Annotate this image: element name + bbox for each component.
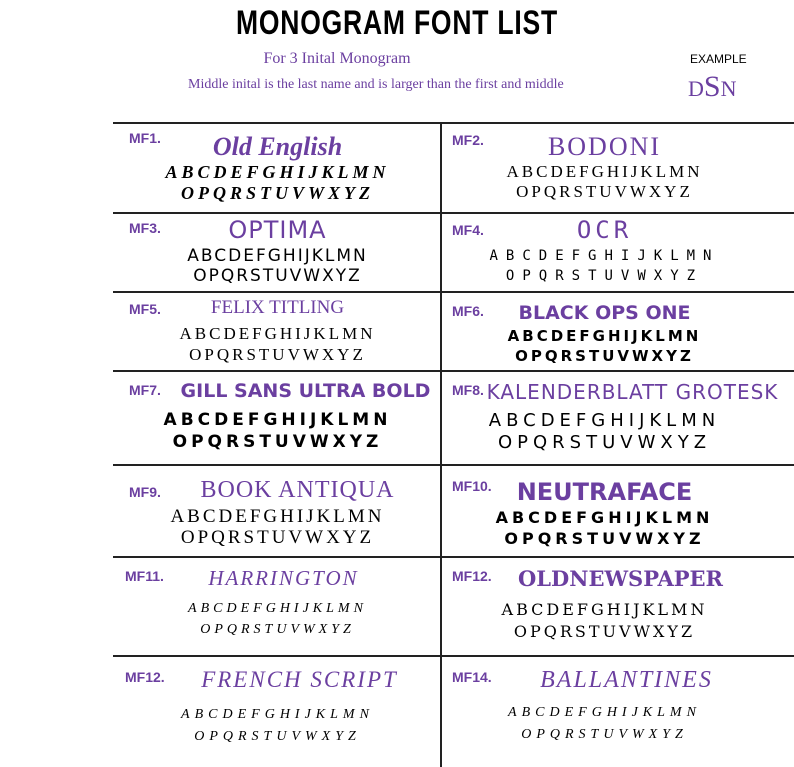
font-cell-mf6 [442, 293, 767, 370]
alphabet-line-1: ABCDEFGHIJKLMN [488, 410, 721, 431]
font-code: MF5. [129, 301, 161, 317]
font-cell-mf5 [115, 293, 440, 370]
font-cell-mf10 [442, 466, 767, 556]
alphabet-line-1: ABCDEFGHIJKLMN [489, 248, 720, 264]
font-code: MF14. [452, 669, 492, 685]
font-code: MF2. [452, 132, 484, 148]
alphabet-line-2: OPQRSTUVWXYZ [505, 268, 704, 284]
font-code: MF10. [452, 478, 492, 494]
font-name: FRENCH SCRIPT [201, 667, 398, 692]
font-code: MF12. [452, 568, 492, 584]
alphabet-line-1: ABCDEFGHIJKLMN [170, 506, 385, 527]
font-code: MF3. [129, 220, 161, 236]
font-code: MF9. [129, 484, 161, 500]
font-name: BALLANTINES [540, 667, 713, 693]
example-label: EXAMPLE [690, 52, 747, 66]
alphabet-line-1: ABCDEFGHIJKLMN [495, 508, 714, 527]
font-code: MF4. [452, 222, 484, 238]
font-cell-mf9 [115, 466, 440, 556]
alphabet-line-1: ABCDEFGHIJKLMN [163, 410, 392, 430]
alphabet-line-2: OPQRSTUVWXYZ [193, 266, 362, 286]
font-cell-mf7 [115, 372, 440, 464]
font-cell-mf14 [442, 657, 767, 767]
font-name: BOOK ANTIQUA [200, 477, 395, 503]
instruction-text: Middle inital is the last name and is larger than the first and middle [188, 77, 564, 92]
font-cell-mf3 [115, 214, 440, 291]
font-cell-mf8 [442, 372, 779, 464]
font-cell-mf4 [442, 214, 767, 291]
font-code: MF12. [125, 669, 165, 685]
alphabet-line-1: ABCDEFGHIJKLMN [179, 324, 376, 343]
font-cell-mf1 [115, 124, 440, 212]
font-name: FELIX TITLING [210, 297, 345, 318]
example-monogram [688, 70, 736, 104]
alphabet-line-1: ABCDEFGHIJKLMN [181, 707, 374, 722]
subtitle [0, 50, 794, 68]
example-middle-initial: N [720, 76, 737, 101]
page-title: MONOGRAM FONT LIST [236, 4, 558, 42]
font-cell-mf2 [442, 124, 767, 212]
alphabet-line-2: OPQRSTUVWXYZ [513, 622, 696, 641]
alphabet-line-1: ABCDEFGHIJKLMN [507, 327, 702, 345]
font-code: MF11. [125, 568, 164, 584]
font-code: MF6. [452, 303, 484, 319]
alphabet-line-2: OPQRSTUVWXYZ [180, 527, 375, 548]
alphabet-line-2: OPQRSTUVWXYZ [515, 347, 694, 365]
subtitle-text: For 3 Inital Monogram [263, 50, 411, 67]
font-name: KALENDERBLATT GROTESK [486, 380, 779, 404]
alphabet-line-2: OPQRSTUVWXYZ [504, 529, 705, 548]
font-name: GILL SANS ULTRA BOLD [180, 380, 431, 402]
font-name: HARRINGTON [208, 566, 359, 590]
alphabet-line-2: OPQRSTUVWXYZ [497, 432, 712, 453]
alphabet-line-2: OPQRSTUVWXYZ [172, 432, 383, 452]
alphabet-line-2: OPQRSTUVWXYZ [180, 183, 374, 203]
font-name: Old English [212, 132, 343, 161]
font-name: BODONI [547, 132, 662, 161]
font-name: NEUTRAFACE [516, 478, 693, 506]
font-name: OLDNEWSPAPER [517, 566, 724, 591]
font-name: OCR [576, 216, 633, 244]
example-last-initial: S [703, 70, 721, 103]
alphabet-line-1: ABCDEFGHIJKLMN [187, 246, 368, 266]
alphabet-line-2: OPQRSTUVWXYZ [516, 182, 693, 201]
font-name: BLACK OPS ONE [518, 302, 691, 324]
alphabet-line-1: ABCDEFGHIJKLMN [508, 705, 701, 720]
font-cell-mf12-french [115, 657, 440, 767]
alphabet-line-2: OPQRSTUVWXYZ [521, 727, 688, 742]
alphabet-line-2: OPQRSTUVWXYZ [200, 622, 355, 637]
alphabet-line-1: ABCDEFGHIJKLMN [506, 162, 703, 181]
alphabet-line-1: ABCDEFGHIJKLMN [501, 600, 708, 619]
font-cell-mf12 [442, 558, 767, 655]
alphabet-line-2: OPQRSTUVWXYZ [189, 345, 366, 364]
example-first-initial: D [688, 76, 704, 101]
alphabet-line-1: ABCDEFGHIJKLMN [165, 162, 390, 182]
font-code: MF8. [452, 382, 484, 398]
font-name: OPTIMA [228, 216, 327, 244]
font-code: MF7. [129, 382, 161, 398]
font-cell-mf11 [115, 558, 440, 655]
alphabet-line-1: ABCDEFGHIJKLMN [188, 601, 367, 616]
font-code: MF1. [129, 130, 161, 146]
alphabet-line-2: OPQRSTUVWXYZ [194, 729, 361, 744]
